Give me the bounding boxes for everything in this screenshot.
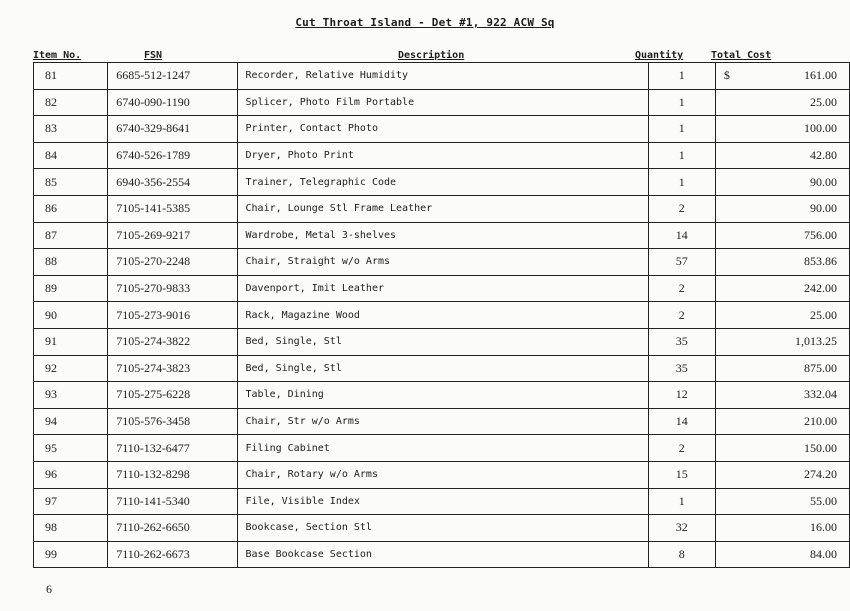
table-row [34, 461, 850, 488]
description-cell [237, 249, 648, 276]
description-cell [237, 488, 648, 515]
total-cost-cell [715, 63, 849, 90]
fsn-cell [108, 275, 237, 302]
total-cost-cell [715, 249, 849, 276]
quantity-cell-value: 2 [678, 281, 685, 296]
total-cost-cell [715, 116, 849, 143]
total-cost-cell-value: 25.00 [810, 94, 837, 109]
quantity-cell-value: 35 [675, 334, 688, 349]
total-cost-cell [715, 435, 849, 462]
quantity-cell-value: 1 [678, 121, 685, 136]
total-cost-cell-value: 161.00 [804, 68, 837, 83]
quantity-cell [648, 249, 715, 276]
fsn-cell-value: 7105-269-9217 [116, 227, 191, 242]
table-row [34, 169, 850, 196]
fsn-cell-value: 7110-132-6477 [116, 440, 190, 455]
item-number [34, 222, 108, 249]
fsn-cell [108, 302, 237, 329]
total-cost-cell [715, 515, 849, 542]
quantity-cell-value: 2 [678, 307, 685, 322]
fsn-cell [108, 355, 237, 382]
description-cell-value: Table, Dining [245, 389, 324, 401]
total-cost-cell-value: 242.00 [804, 281, 837, 296]
description-cell [237, 89, 648, 116]
fsn-cell-value: 7110-262-6673 [116, 546, 190, 561]
description-cell-value: Chair, Straight w/o Arms [245, 256, 391, 268]
description-cell-value: Printer, Contact Photo [245, 123, 378, 135]
description-cell-value: Trainer, Telegraphic Code [245, 176, 397, 188]
fsn-cell [108, 515, 237, 542]
total-cost-cell [715, 222, 849, 249]
item-number [34, 461, 108, 488]
total-cost-cell-value: 875.00 [804, 360, 837, 375]
total-cost-cell-value: 100.00 [804, 121, 837, 136]
inventory-table [33, 62, 850, 568]
item-number-value: 97 [45, 493, 57, 508]
description-cell [237, 169, 648, 196]
description-cell [237, 328, 648, 355]
total-cost-cell [715, 302, 849, 329]
table-row [34, 142, 850, 169]
page-title: Cut Throat Island - Det #1, 922 ACW Sq [295, 16, 555, 29]
item-number [34, 195, 108, 222]
quantity-cell [648, 488, 715, 515]
item-number [34, 515, 108, 542]
description-cell [237, 541, 648, 568]
total-cost-cell [715, 89, 849, 116]
item-number-value: 83 [45, 121, 57, 136]
total-cost-cell-value: 1,013.25 [795, 334, 837, 349]
fsn-cell [108, 195, 237, 222]
quantity-cell-value: 32 [675, 520, 688, 535]
item-number [34, 169, 108, 196]
total-cost-cell [715, 169, 849, 196]
table-row [34, 328, 850, 355]
quantity-cell [648, 382, 715, 409]
fsn-cell-value: 6740-090-1190 [116, 94, 190, 109]
description-cell-value: Davenport, Imit Leather [245, 283, 384, 295]
table-row [34, 116, 850, 143]
item-number-value: 90 [45, 307, 57, 322]
item-number [34, 382, 108, 409]
item-number [34, 249, 108, 276]
quantity-cell-value: 1 [678, 94, 685, 109]
item-number-value: 91 [45, 334, 57, 349]
quantity-cell-value: 8 [678, 546, 685, 561]
quantity-cell [648, 169, 715, 196]
item-number-value: 89 [45, 281, 57, 296]
fsn-cell-value: 7105-141-5385 [116, 201, 191, 216]
description-cell-value: Chair, Str w/o Arms [245, 416, 360, 428]
description-cell [237, 355, 648, 382]
quantity-cell-value: 14 [675, 414, 688, 429]
quantity-cell [648, 435, 715, 462]
item-number [34, 408, 108, 435]
quantity-cell [648, 328, 715, 355]
item-number [34, 355, 108, 382]
fsn-cell-value: 7105-576-3458 [116, 414, 191, 429]
description-cell [237, 461, 648, 488]
quantity-cell [648, 275, 715, 302]
fsn-cell-value: 7105-274-3822 [116, 334, 191, 349]
quantity-cell-value: 12 [675, 387, 688, 402]
item-number [34, 142, 108, 169]
table-row [34, 355, 850, 382]
item-number-value: 94 [45, 414, 57, 429]
description-cell [237, 142, 648, 169]
item-number-value: 81 [45, 68, 57, 83]
header-fsn: FSN [144, 50, 163, 61]
total-cost-cell [715, 355, 849, 382]
quantity-cell [648, 142, 715, 169]
description-cell [237, 408, 648, 435]
header-quantity: Quantity [635, 50, 684, 61]
table-row [34, 89, 850, 116]
total-cost-cell-value: 756.00 [804, 227, 837, 242]
description-cell [237, 63, 648, 90]
description-cell-value: Bed, Single, Stl [245, 362, 342, 374]
quantity-cell [648, 116, 715, 143]
table-row [34, 195, 850, 222]
total-cost-cell-value: 90.00 [810, 201, 837, 216]
total-cost-cell-value: 332.04 [804, 387, 837, 402]
description-cell-value: Filing Cabinet [245, 442, 330, 454]
fsn-cell [108, 488, 237, 515]
header-description: Description [398, 50, 465, 61]
fsn-cell-value: 6940-356-2554 [116, 174, 191, 189]
description-cell [237, 435, 648, 462]
item-number-value: 95 [45, 440, 57, 455]
item-number [34, 89, 108, 116]
table-row [34, 435, 850, 462]
total-cost-cell [715, 382, 849, 409]
total-cost-cell-value: 90.00 [810, 174, 837, 189]
item-number-value: 82 [45, 94, 57, 109]
fsn-cell-value: 6740-526-1789 [116, 148, 191, 163]
quantity-cell [648, 461, 715, 488]
total-cost-cell [715, 328, 849, 355]
total-cost-cell [715, 541, 849, 568]
item-number [34, 63, 108, 90]
description-cell-value: Splicer, Photo Film Portable [245, 96, 415, 108]
total-cost-cell-value: 853.86 [804, 254, 837, 269]
description-cell-value: File, Visible Index [245, 495, 360, 507]
description-cell-value: Rack, Magazine Wood [245, 309, 360, 321]
description-cell-value: Bed, Single, Stl [245, 336, 342, 348]
item-number-value: 98 [45, 520, 57, 535]
fsn-cell [108, 328, 237, 355]
fsn-cell [108, 89, 237, 116]
fsn-cell [108, 116, 237, 143]
quantity-cell-value: 1 [678, 68, 685, 83]
total-cost-cell-value: 25.00 [810, 307, 837, 322]
quantity-cell [648, 195, 715, 222]
total-cost-cell-value: 42.80 [810, 148, 837, 163]
item-number [34, 275, 108, 302]
quantity-cell-value: 2 [678, 201, 685, 216]
fsn-cell [108, 382, 237, 409]
quantity-cell [648, 63, 715, 90]
description-cell-value: Chair, Rotary w/o Arms [245, 469, 378, 481]
page-number: 6 [46, 582, 52, 596]
quantity-cell [648, 355, 715, 382]
fsn-cell-value: 7105-275-6228 [116, 387, 191, 402]
total-cost-cell-value: 55.00 [810, 493, 837, 508]
fsn-cell [108, 249, 237, 276]
table-row [34, 63, 850, 90]
item-number [34, 488, 108, 515]
table-row [34, 222, 850, 249]
total-cost-cell [715, 195, 849, 222]
quantity-cell-value: 1 [678, 174, 685, 189]
quantity-cell-value: 57 [675, 254, 688, 269]
description-cell [237, 116, 648, 143]
item-number-value: 99 [45, 546, 57, 561]
total-cost-cell-value: 84.00 [810, 546, 837, 561]
item-number [34, 541, 108, 568]
quantity-cell-value: 1 [678, 148, 685, 163]
total-cost-cell [715, 142, 849, 169]
table-row [34, 302, 850, 329]
fsn-cell [108, 63, 237, 90]
fsn-cell-value: 7105-274-3823 [116, 360, 191, 375]
description-cell-value: Base Bookcase Section [245, 548, 372, 560]
quantity-cell [648, 222, 715, 249]
total-cost-cell [715, 488, 849, 515]
item-number-value: 87 [45, 227, 57, 242]
fsn-cell-value: 7105-270-2248 [116, 254, 191, 269]
total-cost-cell-value: 210.00 [804, 414, 837, 429]
table-row [34, 408, 850, 435]
description-cell [237, 222, 648, 249]
total-cost-cell-value: 274.20 [804, 467, 837, 482]
item-number-value: 86 [45, 201, 57, 216]
fsn-cell [108, 461, 237, 488]
item-number-value: 84 [45, 148, 57, 163]
quantity-cell-value: 1 [678, 493, 685, 508]
header-total-cost: Total Cost [711, 50, 772, 61]
fsn-cell [108, 541, 237, 568]
quantity-cell [648, 541, 715, 568]
fsn-cell [108, 408, 237, 435]
quantity-cell [648, 302, 715, 329]
table-row [34, 515, 850, 542]
description-cell-value: Dryer, Photo Print [245, 150, 354, 162]
fsn-cell-value: 6685-512-1247 [116, 68, 191, 83]
item-number-value: 85 [45, 174, 57, 189]
description-cell [237, 515, 648, 542]
quantity-cell-value: 14 [675, 227, 688, 242]
table-row [34, 382, 850, 409]
table-row [34, 541, 850, 568]
item-number [34, 328, 108, 355]
total-cost-cell-value: 16.00 [810, 520, 837, 535]
description-cell [237, 382, 648, 409]
item-number-value: 92 [45, 360, 57, 375]
quantity-cell [648, 515, 715, 542]
description-cell-value: Recorder, Relative Humidity [245, 70, 409, 82]
item-number-value: 93 [45, 387, 57, 402]
total-cost-cell [715, 275, 849, 302]
currency-symbol: $ [723, 68, 730, 83]
quantity-cell [648, 408, 715, 435]
total-cost-cell [715, 461, 849, 488]
item-number [34, 302, 108, 329]
fsn-cell-value: 7105-273-9016 [116, 307, 191, 322]
table-row [34, 275, 850, 302]
fsn-cell-value: 7110-132-8298 [116, 467, 190, 482]
item-number-value: 96 [45, 467, 57, 482]
description-cell [237, 195, 648, 222]
item-number-value: 88 [45, 254, 57, 269]
description-cell-value: Bookcase, Section Stl [245, 522, 372, 534]
fsn-cell [108, 222, 237, 249]
quantity-cell-value: 2 [678, 440, 685, 455]
fsn-cell-value: 7110-141-5340 [116, 493, 190, 508]
quantity-cell [648, 89, 715, 116]
fsn-cell-value: 6740-329-8641 [116, 121, 191, 136]
quantity-cell-value: 35 [675, 360, 688, 375]
header-item-no: Item No. [33, 50, 82, 61]
fsn-cell-value: 7110-262-6650 [116, 520, 190, 535]
quantity-cell-value: 15 [675, 467, 688, 482]
fsn-cell-value: 7105-270-9833 [116, 281, 191, 296]
description-cell-value: Wardrobe, Metal 3-shelves [245, 229, 397, 241]
total-cost-cell-value: 150.00 [804, 440, 837, 455]
description-cell-value: Chair, Lounge Stl Frame Leather [245, 203, 433, 215]
item-number [34, 116, 108, 143]
fsn-cell [108, 142, 237, 169]
description-cell [237, 302, 648, 329]
item-number [34, 435, 108, 462]
fsn-cell [108, 435, 237, 462]
table-row [34, 488, 850, 515]
total-cost-cell [715, 408, 849, 435]
fsn-cell [108, 169, 237, 196]
description-cell [237, 275, 648, 302]
table-row [34, 249, 850, 276]
